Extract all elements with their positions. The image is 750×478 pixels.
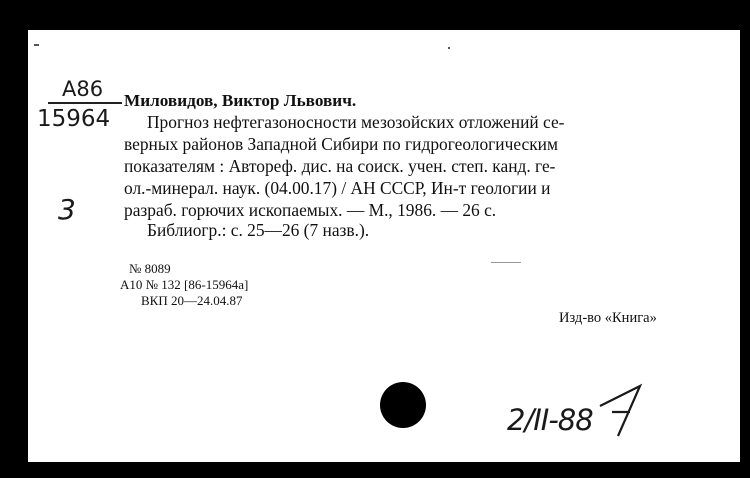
catalog-card: [28, 30, 740, 462]
description-line-1: Прогноз нефтегазоносности мезозойских отложений се-: [147, 112, 565, 132]
punch-hole: [380, 382, 426, 428]
handwritten-mark: 3: [58, 193, 76, 226]
description-line-3: показателям : Автореф. дис. на соиск. учен. степ. канд. ге-: [124, 156, 556, 176]
scan-speck: [448, 47, 450, 49]
handwritten-date: 2/II-88: [507, 403, 593, 437]
catalog-number-3: ВКП 20—24.04.87: [141, 293, 243, 308]
catalog-number-2: А10 № 132 [86-15964а]: [120, 277, 249, 292]
publisher-name: Изд-во «Книга»: [559, 310, 657, 326]
author-name: Миловидов, Виктор Львович.: [124, 91, 357, 110]
description-line-2: верных районов Западной Сибири по гидрогеологическим: [124, 134, 558, 154]
catalog-number-1: № 8089: [129, 261, 171, 276]
description-line-5: разраб. горючих ископаемых. — М., 1986. — 26 с.: [124, 200, 497, 220]
handwritten-underline: [48, 102, 122, 104]
scan-speck: [491, 262, 521, 263]
handwritten-date-flourish: [596, 382, 646, 442]
bibliography-note: Библиогр.: с. 25—26 (7 назв.).: [147, 220, 370, 240]
description-line-4: ол.-минерал. наук. (04.00.17) / АН СССР, Ин-т геологии и: [124, 178, 551, 198]
scan-speck: [34, 44, 39, 46]
handwritten-number: 15964: [37, 106, 111, 132]
handwritten-shelf-code: A86: [62, 77, 104, 101]
